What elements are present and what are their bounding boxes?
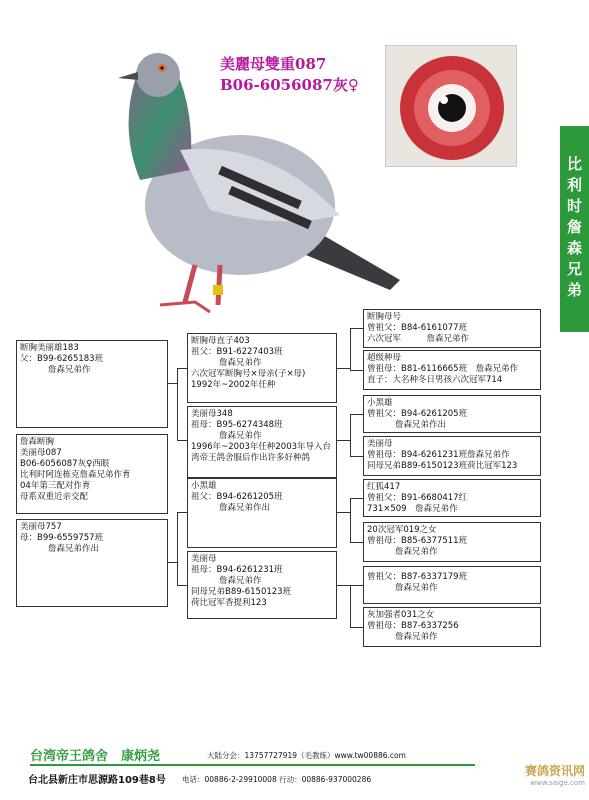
connector-line [350, 585, 363, 586]
connector-line [350, 456, 363, 457]
loft-name: 台湾帝王鸽舍 康炳尧 [30, 749, 161, 764]
sire-box: 断胸美丽雄183 父：B99-6265183班 詹森兄弟作 [16, 340, 168, 428]
footer-divider [30, 764, 475, 766]
mainland-branch: 大陆分会：13757727919（毛教练）www.tw00886.com [207, 751, 406, 760]
connector-line [177, 368, 178, 440]
connector-line [177, 440, 187, 441]
dam-sire-box: 小黑雄 祖父：B94-6261205班 詹森兄弟作出 [187, 478, 337, 548]
ggparent-box-5: 红狐417 曾祖父：B91-6680417红 731×509 詹森兄弟作 [363, 479, 541, 517]
ggparent-box-4: 美丽母 曾祖母：B94-6261231班詹森兄弟作 同母兄弟B89-6150123班荷比冠军123 [363, 436, 541, 476]
connector-line [177, 585, 187, 586]
connector-line [350, 328, 351, 370]
side-label: 比利时詹森兄弟 [560, 126, 589, 332]
ggparent-box-2: 超级种母 曾祖母：B81-6116665班 詹森兄弟作 直子：大名种冬日男孩六次冠军714 [363, 350, 541, 390]
connector-line [350, 328, 363, 329]
ggparent-box-3: 小黑雄 曾祖父：B94-6261205班 詹森兄弟作出 [363, 395, 541, 433]
connector-line [350, 542, 363, 543]
sire-dam-box: 美丽母348 祖母：B95-6274348班 詹森兄弟作 1996年~2003年任种2003年导入台 湾帝王鸽舍服后作出许多好种鸽 [187, 406, 337, 478]
sire-sire-box: 断胸母直子403 祖父：B91-6227403班 詹森兄弟作 六次冠军断胸号×母亲(子×母) 1992年~2002年任种 [187, 333, 337, 403]
dam-box: 美丽母757 母：B99-6559757班 詹森兄弟作出 [16, 519, 168, 607]
ggparent-box-1: 断胸母号 曾祖父：B84-6161077班 六次冠军 詹森兄弟作 [363, 309, 541, 348]
dam-dam-box: 美丽母 祖母：B94-6261231班 詹森兄弟作 同母兄弟B89-6150123班 荷比冠军香提利123 [187, 551, 337, 619]
contact-phones: 电话：00886-2-29910008 行动：00886-937000286 [182, 775, 372, 784]
ggparent-box-6: 20次冠军019之女 曾祖母：B85-6377511班 詹森兄弟作 [363, 522, 541, 562]
connector-line [350, 498, 363, 499]
loft-address: 台北县新庄市思源路109巷8号 [28, 775, 166, 786]
connector-line [350, 498, 351, 542]
eye-photo [385, 45, 517, 167]
connector-line [350, 585, 351, 627]
connector-line [350, 414, 351, 456]
connector-line [177, 368, 187, 369]
connector-line [337, 512, 351, 513]
ggparent-box-8: 灰加强者031之女 曾祖母：B87-6337256 詹森兄弟作 [363, 607, 541, 647]
watermark-logo: 赛鸽资讯网 www.saige.com [524, 764, 585, 787]
bird-name: 美麗母雙重087 [220, 55, 327, 73]
connector-line [177, 512, 187, 513]
connector-line [337, 440, 351, 441]
connector-line [337, 368, 351, 369]
connector-line [177, 512, 178, 585]
connector-line [350, 370, 363, 371]
connector-line [350, 627, 363, 628]
connector-line [350, 414, 363, 415]
connector-line [337, 585, 351, 586]
subject-box: 詹森断胸 美丽母087 B06-6056087灰♀西眼 比利时阿连栋克詹森兄弟作育 04年第三配对作育 母系双重近亲交配 [16, 434, 168, 514]
bird-ring-number: B06-6056087灰♀ [220, 76, 359, 94]
ggparent-box-7: 曾祖父：B87-6337179班 詹森兄弟作 [363, 566, 541, 604]
